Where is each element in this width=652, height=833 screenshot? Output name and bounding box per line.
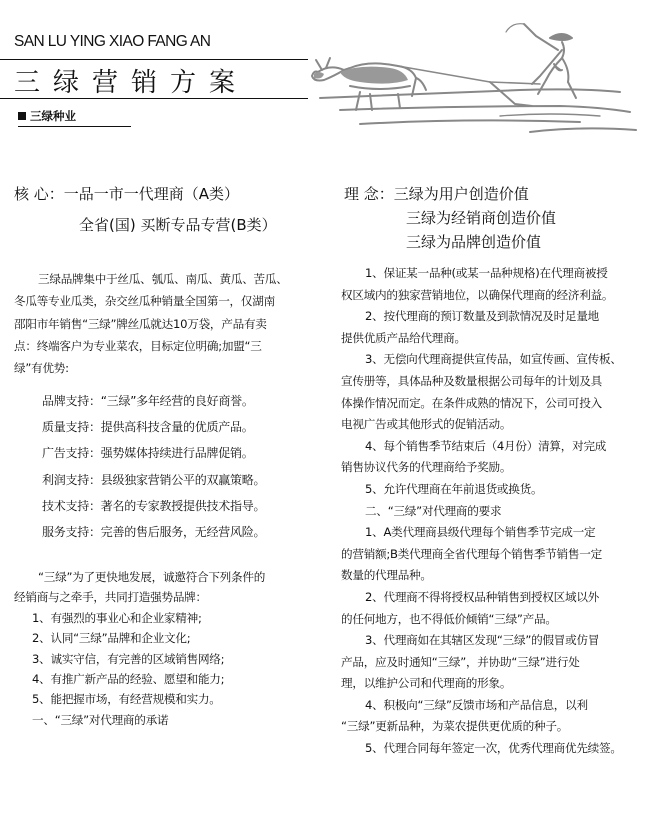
join-condition-item: 5、能把握市场，有经营规模和实力。 — [32, 692, 221, 707]
term-line: 4、每个销售季节结束后（4月份）清算，对完成 — [365, 438, 607, 453]
intro-line: 冬瓜等专业瓜类，杂交丝瓜种销量全国第一，仅湖南 — [14, 294, 275, 309]
square-bullet-icon — [18, 112, 26, 120]
term-line: 3、无偿向代理商提供宣传品，如宣传画、宣传板、 — [365, 352, 622, 367]
term-line: 的营销额;B类代理商全省代理每个销售季节销售一定 — [341, 546, 602, 561]
term-line: 1、保证某一品种(或某一品种规格)在代理商被授 — [365, 266, 608, 280]
term-line: 2、代理商不得将授权品种销售到授权区域以外 — [365, 589, 600, 604]
idea-line-1: 理 念：三绿为用户创造价值 — [344, 185, 529, 203]
section-heading-requirements: 二、“三绿”对代理商的要求 — [365, 503, 502, 518]
brand-tag — [18, 108, 76, 124]
join-paragraph-line: “三绿”为了更快地发展，诚邀符合下列条件的 — [38, 570, 266, 584]
join-condition-item: 4、有推广新产品的经验、愿望和能力; — [32, 672, 225, 687]
term-line: 销售协议代务的代理商给予奖励。 — [341, 460, 512, 475]
intro-paragraph — [14, 268, 288, 379]
header-rule-top — [0, 59, 308, 60]
ox-plowing-illustration — [300, 20, 646, 140]
support-list — [42, 388, 265, 545]
idea-line-2: 三绿为经销商创造价值 — [406, 209, 557, 227]
term-line: 5、代理合同每年签定一次，优秀代理商优先续签。 — [365, 741, 622, 756]
core-line-2: 全省(国) 买断专品专营(B类） — [79, 216, 277, 234]
section-heading-commitments: 一、“三绿”对代理商的承诺 — [32, 712, 169, 727]
intro-line: 三绿品牌集中于丝瓜、瓠瓜、南瓜、黄瓜、苦瓜、 — [38, 272, 288, 286]
term-line: 提供优质产品给代理商。 — [341, 330, 466, 345]
term-line: 3、代理商如在其辖区发现“三绿”的假冒或仿冒 — [365, 633, 600, 648]
join-condition-item: 3、诚实守信，有完善的区域销售网络; — [32, 651, 225, 666]
term-line: 数量的代理品种。 — [341, 568, 432, 583]
intro-line: 邵阳市年销售“三绿”牌丝瓜就达10万袋，产品有卖 — [14, 316, 267, 331]
brand-tag-label: 三绿种业 — [30, 109, 76, 123]
term-line: 2、按代理商的预订数量及到款情况及时足量地 — [365, 309, 600, 324]
support-item-advertising: 广告支持：强势媒体持续进行品牌促销。 — [42, 446, 254, 461]
support-item-service: 服务支持：完善的售后服务，无经营风险。 — [42, 525, 266, 540]
intro-line: 绿”有优势: — [14, 361, 69, 376]
brand-tag-rule — [18, 126, 131, 127]
support-item-brand: 品牌支持：“三绿”多年经营的良好商誉。 — [42, 394, 254, 408]
idea-line-3: 三绿为品牌创造价值 — [406, 233, 542, 251]
term-line: 产品，应及时通知“三绿”，并协助“三绿”进行处 — [341, 654, 580, 669]
term-line: 1、A类代理商县级代理每个销售季节完成一定 — [365, 525, 596, 540]
join-condition-item: 1、有强烈的事业心和企业家精神; — [32, 610, 202, 625]
term-line: 电视广告或其他形式的促销活动。 — [341, 417, 512, 432]
support-item-technology: 技术支持：著名的专家教授提供技术指导。 — [42, 498, 266, 513]
term-line: “三绿”更新品种，为菜农提供更优质的种子。 — [341, 719, 569, 734]
term-line: 宣传册等，具体品种及数量根据公司每年的计划及具 — [341, 373, 602, 388]
core-line-1: 核 心：一品一市一代理商（A类） — [14, 185, 240, 203]
header-pinyin: SAN LU YING XIAO FANG AN — [14, 33, 211, 50]
term-line: 理，以维护公司和代理商的形象。 — [341, 676, 512, 691]
term-line: 体操作情况而定。在条件成熟的情况下，公司可投入 — [341, 395, 602, 410]
join-conditions — [14, 567, 265, 730]
term-line: 5、允许代理商在年前退货或换货。 — [365, 481, 543, 496]
term-line: 的任何地方，也不得低价倾销“三绿”产品。 — [341, 611, 557, 626]
join-paragraph-line: 经销商与之牵手，共同打造强势品牌： — [14, 590, 207, 605]
agent-terms-column — [341, 263, 622, 760]
join-condition-item: 2、认同“三绿”品牌和企业文化; — [32, 631, 191, 646]
support-item-profit: 利润支持：县级独家营销公平的双赢策略。 — [42, 472, 266, 487]
page-title: 三绿营销方案 — [14, 68, 249, 98]
term-line: 权区域内的独家营销地位，以确保代理商的经济利益。 — [341, 287, 614, 302]
term-line: 4、积极向“三绿”反馈市场和产品信息，以利 — [365, 697, 588, 712]
support-item-quality: 质量支持：提供高科技含量的优质产品。 — [42, 420, 254, 435]
header-rule-bottom — [0, 98, 308, 99]
intro-line: 点：终端客户为专业菜农，目标定位明确;加盟“三 — [14, 338, 262, 353]
